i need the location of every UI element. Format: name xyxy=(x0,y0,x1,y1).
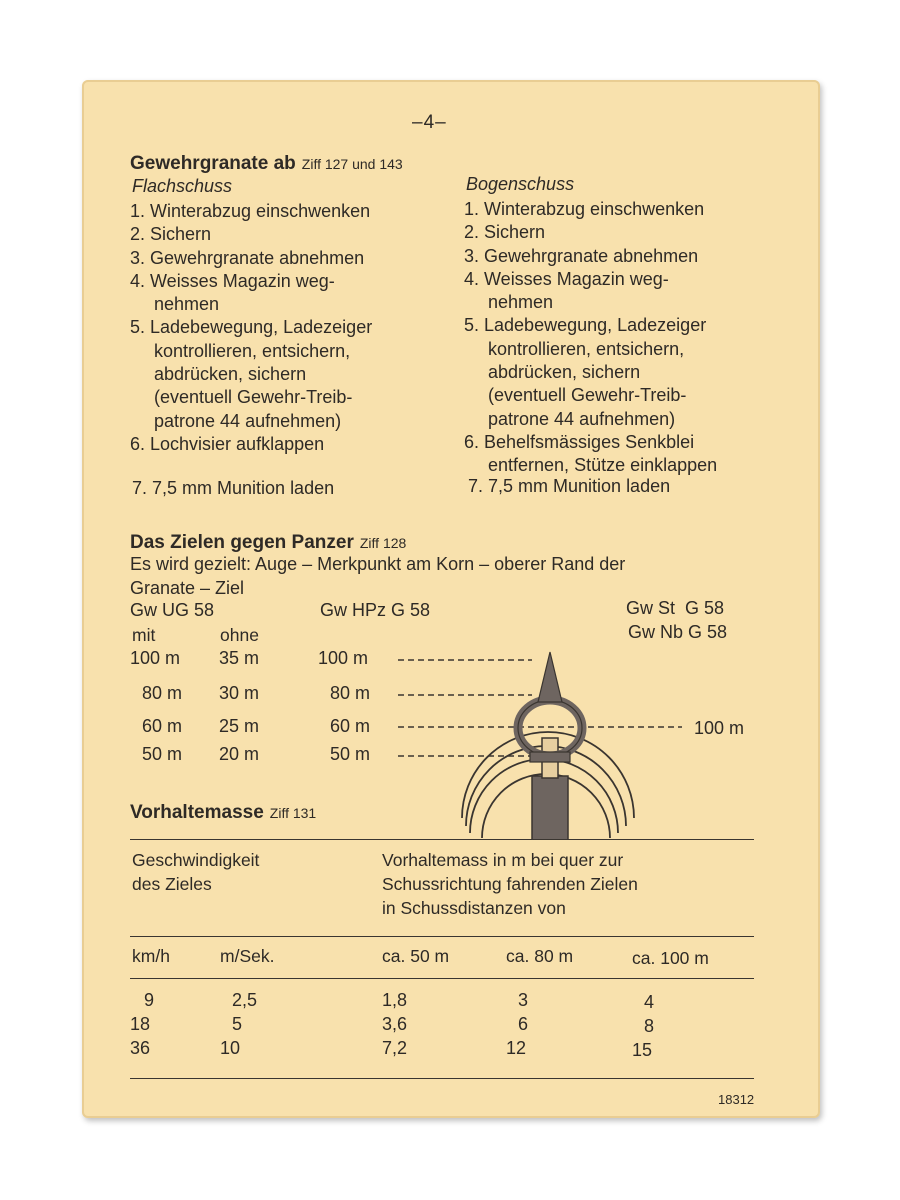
section1-ref: Ziff 127 und 143 xyxy=(301,156,403,172)
bogenschuss-list xyxy=(464,198,717,478)
range-hpz: 100 m xyxy=(318,648,369,668)
range-ohne: 25 m xyxy=(219,716,260,736)
lead-desc-line3: in Schussdistanzen von xyxy=(382,898,566,918)
dashed-aim-lines xyxy=(398,660,682,756)
flachschuss-step-7: 7. 7,5 mm Munition laden xyxy=(132,478,335,498)
divider xyxy=(130,978,754,979)
table-cell: 3,6 xyxy=(382,1014,408,1034)
table-cell: 6 xyxy=(518,1014,529,1034)
list-item: 3. Gewehrgranate abnehmen xyxy=(464,245,699,266)
label-ohne: ohne xyxy=(220,625,259,645)
table-cell: 10 xyxy=(220,1038,241,1058)
col-gw-ug-58: Gw UG 58 xyxy=(130,600,215,620)
table-cell: 36 xyxy=(130,1038,151,1058)
table-cell: 12 xyxy=(506,1038,527,1058)
range-hpz: 80 m xyxy=(330,683,371,703)
section3-title: Vorhaltemasse xyxy=(130,802,264,823)
range-mit: 80 m xyxy=(142,683,183,703)
table-cell: 9 xyxy=(143,990,154,1010)
bogenschuss-step-7: 7. 7,5 mm Munition laden xyxy=(468,476,671,496)
front-sight-post xyxy=(518,652,582,840)
col-gw-st-g-58: Gw St G 58 xyxy=(626,598,725,618)
front-sight-blade xyxy=(538,652,562,702)
table-cell: 7,2 xyxy=(382,1038,408,1058)
range-hpz: 60 m xyxy=(330,716,371,736)
table-cell: 5 xyxy=(232,1014,243,1034)
section1-title: Gewehrgranate ab xyxy=(130,153,296,174)
range-mit: 50 m xyxy=(142,744,183,764)
list-item: 6. Behelfsmässiges Senkblei xyxy=(464,431,695,452)
instruction-card xyxy=(82,80,820,1118)
speed-desc-line1: Geschwindigkeit xyxy=(132,850,260,870)
header-kmh: km/h xyxy=(132,946,170,966)
footer-code: 18312 xyxy=(718,1092,755,1107)
table-cell: 4 xyxy=(644,992,655,1012)
lead-desc-line1: Vorhaltemass in m bei quer zur xyxy=(382,850,624,870)
list-item: 6. Lochvisier aufklappen xyxy=(130,433,325,454)
table-cell: 1,8 xyxy=(382,990,408,1010)
table-cell: 2,5 xyxy=(232,990,258,1010)
divider xyxy=(130,936,754,937)
list-item: abdrücken, sichern xyxy=(488,362,641,383)
aiming-instruction-line2: Granate – Ziel xyxy=(130,578,245,598)
bogenschuss-heading: Bogenschuss xyxy=(466,174,575,194)
header-msek: m/Sek. xyxy=(220,946,275,966)
list-item: (eventuell Gewehr-Treib- xyxy=(488,385,687,406)
list-item: 1. Winterabzug einschwenken xyxy=(464,199,705,219)
section-title-zielen xyxy=(130,532,406,554)
list-item: 4. Weisses Magazin weg- xyxy=(130,270,335,291)
list-item: kontrollieren, entsichern, xyxy=(154,340,351,361)
table-cell: 8 xyxy=(644,1016,655,1036)
list-item: kontrollieren, entsichern, xyxy=(488,338,685,359)
speed-desc-line2: des Zieles xyxy=(132,874,212,894)
header-80m: ca. 80 m xyxy=(506,946,574,966)
list-item: entfernen, Stütze einklappen xyxy=(488,455,718,476)
section-title-vorhaltemasse xyxy=(130,802,316,824)
header-100m: ca. 100 m xyxy=(632,948,709,968)
list-item: (eventuell Gewehr-Treib- xyxy=(154,387,353,408)
arc-100m-label: 100 m xyxy=(694,718,745,738)
col-gw-nb-g-58: Gw Nb G 58 xyxy=(628,622,728,642)
divider xyxy=(130,1078,754,1079)
divider xyxy=(130,839,754,840)
header-50m: ca. 50 m xyxy=(382,946,450,966)
aiming-instruction-line1: Es wird gezielt: Auge – Merkpunkt am Korn – oberer Rand der xyxy=(130,554,626,574)
list-item: patrone 44 aufnehmen) xyxy=(488,408,676,429)
range-ohne: 20 m xyxy=(219,744,260,764)
grenade-sight-diagram xyxy=(382,648,692,840)
sight-post xyxy=(532,776,568,840)
section2-ref: Ziff 128 xyxy=(359,535,407,551)
list-item: patrone 44 aufnehmen) xyxy=(154,410,342,431)
list-item: 2. Sichern xyxy=(464,222,546,243)
range-hpz: 50 m xyxy=(330,744,371,764)
range-mit: 100 m xyxy=(130,648,181,668)
range-ohne: 35 m xyxy=(219,648,260,668)
section2-title: Das Zielen gegen Panzer xyxy=(130,532,354,553)
lead-desc-line2: Schussrichtung fahrenden Zielen xyxy=(382,874,638,894)
flachschuss-heading: Flachschuss xyxy=(132,176,233,196)
table-cell: 18 xyxy=(130,1014,151,1034)
list-item: nehmen xyxy=(154,294,220,315)
list-item: 4. Weisses Magazin weg- xyxy=(464,268,669,289)
list-item: 2. Sichern xyxy=(130,224,212,245)
table-cell: 3 xyxy=(518,990,529,1010)
list-item: 5. Ladebewegung, Ladezeiger xyxy=(130,317,373,338)
table-cell: 15 xyxy=(632,1040,653,1060)
flachschuss-list xyxy=(130,200,372,456)
list-item: 3. Gewehrgranate abnehmen xyxy=(130,247,365,268)
section-title-gewehrgranate xyxy=(130,153,403,175)
range-ohne: 30 m xyxy=(219,683,260,703)
range-mit: 60 m xyxy=(142,716,183,736)
page-number: –4– xyxy=(412,112,447,133)
list-item: abdrücken, sichern xyxy=(154,364,307,385)
ring-base xyxy=(530,752,570,762)
list-item: nehmen xyxy=(488,292,554,313)
section3-ref: Ziff 131 xyxy=(269,805,317,821)
col-gw-hpz-g-58: Gw HPz G 58 xyxy=(320,600,431,620)
label-mit: mit xyxy=(132,625,156,645)
list-item: 1. Winterabzug einschwenken xyxy=(130,201,371,221)
list-item: 5. Ladebewegung, Ladezeiger xyxy=(464,315,707,336)
